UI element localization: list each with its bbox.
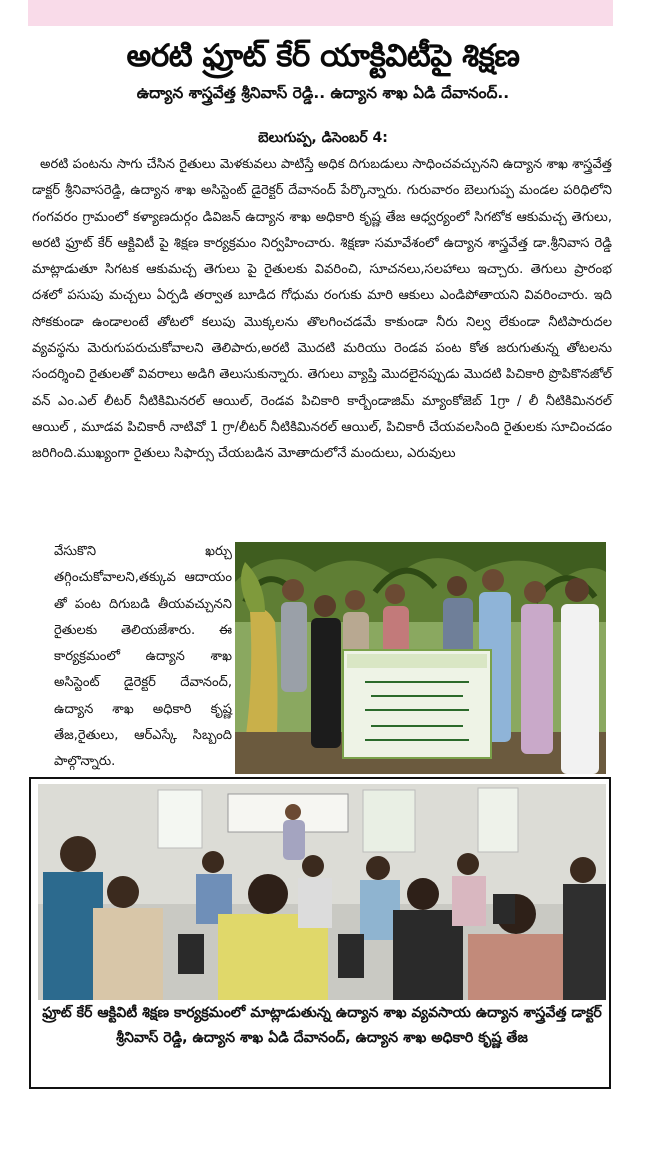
subheadline: ఉద్యాన శాస్త్రవేత్త శ్రీనివాస్ రెడ్డి.. ఉద్యాన శాఖ ఏడి దేవానంద్.. [136,84,510,102]
top-color-band [28,0,613,26]
field-group-photo-image [235,542,606,774]
article-body-continued: వేసుకొని ఖర్చు తగ్గించుకోవాలని,తక్కువ ఆదాయం తో పంట దిగుబడి తీయవచ్చునని రైతులకు తెలియజేశారు. ఈ కార్యక్రమంలో ఉద్యాన శాఖ అసిస్టెంట్ డైరెక్టర్ దేవానంద్, ఉద్యాన శాఖ అధికారి కృష్ణ తేజ,రైతులు, ఆర్ఎస్కే సిబ్బంది పాల్గొన్నారు. [54,544,232,770]
dateline: బెలుగుప్ప, డిసెంబర్ 4: [258,130,388,146]
headline: అరటి ఫ్రూట్ కేర్ యాక్టివిటీపై శిక్షణ [126,38,520,74]
training-session-photo [38,784,606,1000]
photo-caption: ఫ్రూట్ కేర్ ఆక్టివిటీ శిక్షణ కార్యక్రమంలో మాట్లాడుతున్న ఉద్యాన శాఖ వ్యవసాయ ఉద్యాన శాస్త్రవేత్త డాక్టర్ శ్రీనివాస్ రెడ్డి, ఉద్యాన శాఖ ఏడి దేవానంద్, ఉద్యాన శాఖ అధికారి కృష్ణ తేజ [42,1005,602,1046]
article-body: అరటి పంటను సాగు చేసిన రైతులు మెళకువలు పాటిస్తే అధిక దిగుబడులు సాధించవచ్చునని ఉద్యాన శాఖ శాస్త్రవేత్త డాక్టర్ శ్రీనివాసరెడ్డి, ఉద్యాన శాఖ అసిస్టెంట్ డైరెక్టర్ దేవానంద్ పేర్కొన్నారు. గురువారం బెలుగుప్ప మండల పరిధిలోని గంగవరం గ్రామంలో కళ్యాణదుర్గం డివిజన్ ఉద్యాన శాఖ అధికారి కృష్ణ తేజ ఆధ్వర్యంలో సిగటోక ఆకుమచ్చ తెగులు, అరటి ఫ్రూట్ కేర్ ఆక్టివిటీ పై శిక్షణ కార్యక్రమం నిర్వహించారు. శిక్షణా సమావేశంలో ఉద్యాన శాస్త్రవేత్త డా.శ్రీనివాస రెడ్డి మాట్లాడుతూ సిగటక ఆకుమచ్చ తెగులు పై రైతులకు వివరించి, సూచనలు,సలహాలు ఇచ్చారు. తెగులు ప్రారంభ దశలో పసుపు మచ్చలు ఏర్పడి తర్వాత బూడిద గోధుమ రంగుకు మారి ఆకులు ఎండిపోతాయని వివరించారు. ఇది సోకకుండా ఉండాలంటే తోటలో కలుపు మొక్కలను తొలగించడమే కాకుండా నీరు నిల్వ లేకుండా నీటిపారుదల వ్యవస్థను మెరుగుపరుచుకోవాలని తెలిపారు,అరటి మొదటి మరియు రెండవ పంట కోత జరుగుతున్న తోటలను సందర్శించి రైతులతో వివరాలు అడిగి తెలుసుకున్నారు. తెగులు వ్యాప్తి మొదలైనప్పుడు మొదటి పిచికారి ప్రొపికొనజోల్ వన్ ఎం.ఎల్ లీటర్ నీటికిమినరల్ ఆయిల్, రెండవ పిచికారి కార్బేండాజిమ్ మ్యాంకోజెబ్ 1గ్రా / లీ నీటికిమినరల్ ఆయిల్ , మూడవ పిచికారీ నాటివో 1 గ్రా/లీటర్ నీటికిమినరల్ ఆయిల్, పిచికారీ చేయవలసింది రైతులకు సూచించడం జరిగింది.ముఖ్యంగా రైతులు సిఫార్సు చేయబడిన మోతాదులోనే మందులు, ఎరువులు [32,157,612,462]
training-session-photo-image [38,784,606,1000]
field-group-photo [235,542,606,774]
